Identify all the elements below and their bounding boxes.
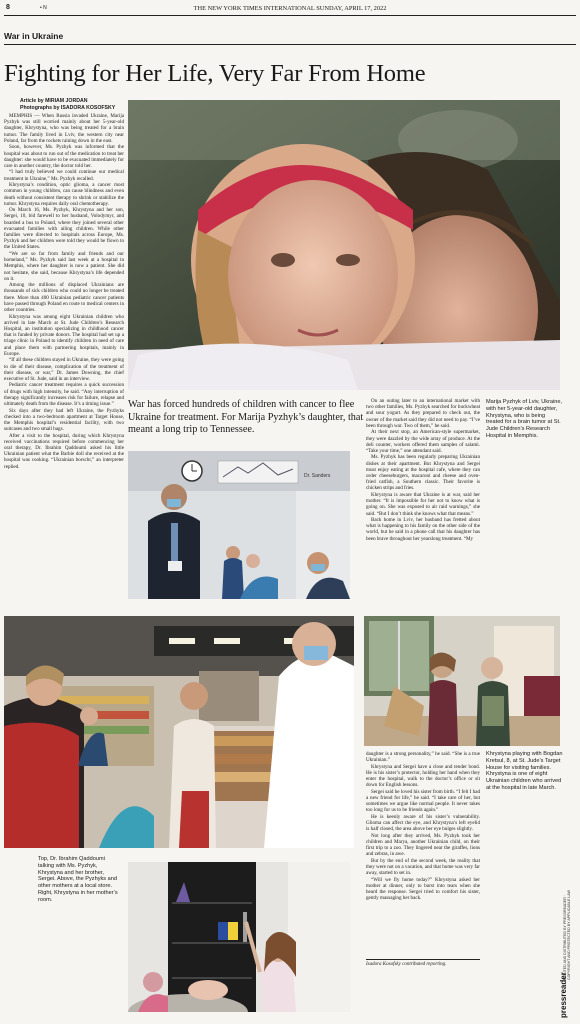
- caption-children-playing: Khrystyna playing with Bogdan Kretsul, 8, at St. Jude’s Target House for visiting families. Khrystyna is one of eight Ukrainian children who arrived at the hospital in late March.: [486, 751, 563, 791]
- paragraph: Khrystyna was among eight Ukrainian children who arrived in late March at St. Jude Children’s Research Hospital, an institution specializing in childhood cancer that is funded by private donors. The hospital had set up a triage clinic in Poland to identify children in need of care and place them with partnering hospitals, mainly in Europe.: [4, 313, 124, 357]
- page-number: 8: [6, 4, 10, 11]
- masthead-rule: [4, 15, 576, 16]
- paragraph: Sergei said he loved his sister from birth. “I felt I had a new friend for life,” he said. “I take care of her, but sometimes we argue like normal people. It never takes too long for us to be friends again.”: [366, 788, 480, 814]
- article-column-1: [4, 113, 124, 613]
- byline-photos: Photographs by ISADORA KOSOFSKY: [20, 105, 116, 111]
- reporting-credit: Isadora Kosofsky contributed reporting.: [366, 962, 447, 967]
- paragraph: Pediatric cancer treatment requires a quick succession of drugs with high intensity, he said. “Any interruption of therapy significantly increases risk for failure, relapse and ultimately death from the disease. It’s a timing issue.”: [4, 382, 124, 408]
- paragraph: “I had truly believed we could continue our medical treatment in Ukraine,” Ms. Pyzhyk recalled.: [4, 169, 124, 182]
- section-label: War in Ukraine: [4, 31, 64, 41]
- room-photo: [128, 862, 350, 1012]
- paragraph: “Will we fly home today?” Khrystyna asked her mother at dinner, only to burst into tears when she heard the response. Sergei tried to comfort his sister, gently massaging her back.: [366, 876, 480, 902]
- lead-caption: War has forced hundreds of children with cancer to flee Ukraine for treatment. For Marija Pyzhyk’s daughter, that meant a long trip to Tennessee.: [128, 399, 364, 435]
- store-photo-image: [4, 616, 354, 848]
- clinic-sign: Dr. Sanders: [304, 473, 331, 479]
- paragraph: On an outing later to an international market with two other families, Ms. Pyzhyk searched for buckwheat and sour yogurt. As they prepared to check out, the owner of the market said they did not need to pay. “I’ve been through war. Two of them,” he said.: [366, 398, 480, 429]
- paragraph: At their next stop, an American-style supermarket, they were dazzled by the wide array of produce. At the deli counter, workers offered them samples of salami. “Take your time,” one attendant said.: [366, 429, 480, 454]
- paragraph: Soon, however, Ms. Pyzhyk was informed that the hospital was about to run out of the medication to treat her daughter: she would have to be evacuated immediately for care in another country, the doctor told her.: [4, 144, 124, 169]
- store-photo: [4, 616, 354, 848]
- paragraph: MEMPHIS — When Russia invaded Ukraine, Marija Pyzhyk was still worried mainly about her 5-year-old daughter, Khrystyna, who was being treated for a brain tumor. The family lived in Lviv, the western city near Poland, far from the rockets raining down in the east.: [4, 113, 124, 144]
- caption-photo-group: Top, Dr. Ibrahim Qaddoumi talking with Ms. Pyzhyk, Khrystyna and her brother, Sergei. Above, the Pyzhyks and other mothers at a local store. Right, Khrystyna in her mother’s room.: [38, 856, 118, 903]
- paragraph: Khrystyna is aware that Ukraine is at war, said her mother. “It is impossible for her not to know what is going on. She was exposed to air raid warnings,” she said. “But I don’t think she knows what that means.”: [366, 491, 480, 517]
- byline: [20, 98, 130, 112]
- headline: Fighting for Her Life, Very Far From Home: [4, 60, 426, 87]
- paragraph: Back home in Lviv, her husband has fretted about what is happening to his family on the other side of the world, but he said in a phone call that his daughter has been brave throughout her yearslong treatment. “My: [366, 517, 480, 542]
- children-playing-photo: [364, 616, 560, 746]
- caption-mother-daughter: Marija Pyzhyk of Lviv, Ukraine, with her 5-year-old daughter, Khrystyna, who is being treated for a brain tumor at St. Jude Children’s Research Hospital in Memphis.: [486, 399, 563, 439]
- pressreader-logo: pressreader: [559, 972, 568, 1018]
- paragraph: He is keenly aware of his sister’s vulnerability. Glioma can affect the eye, and Khrystyna’s left eyelid is half closed, the area above her eye bulges slightly.: [366, 813, 480, 833]
- paragraph: After a visit to the hospital, during which Khrystyna received vaccinations required before commencing her oral therapy, Dr. Ibrahim Qaddoumi asked his little Ukrainian patient what the Barbie doll she received at the hospital was cooking. “Ukrainian borscht,” an interpreter replied.: [4, 432, 124, 470]
- paragraph: Ms. Pyzhyk has been regularly preparing Ukrainian dishes at their apartment. But Khrystyna and Sergei must enjoy eating at the hospital cafe, where they can order cheeseburgers, macaroni and cheese and oven-fried catfish, a Southern classic. Their favorite is chicken strips and fries.: [366, 454, 480, 492]
- paragraph: “We are so far from family and friends and our homeland,” Ms. Pyzhyk said last week at a hospital in Memphis, where her daughter is now a patient. She did not hesitate, she said, because Khrystyna’s life depended on it.: [4, 250, 124, 282]
- paragraph: Not long after they arrived, Ms. Pyzhyk took her children and Marya, another Ukrainian child, on their first trip to a zoo. They lingered near the giraffes, lions and zebras, in awe.: [366, 832, 480, 858]
- byline-article: Article by MIRIAM JORDAN: [20, 98, 88, 104]
- children-playing-photo-image: [364, 616, 560, 746]
- paragraph: Khrystyna and Sergei have a close and tender bond. He is his sister’s protector, holding her hand when they enter the hospital, walk to the doctor’s office or sit down for English lessons.: [366, 763, 480, 789]
- section-rule: [4, 44, 576, 45]
- paragraph: Among the millions of displaced Ukrainians are thousands of sick children who could no longer be treated there. More than 400 Ukrainian pediatric cancer patients have passed through Poland en route to medical centers in other countries.: [4, 282, 124, 314]
- paragraph: But by the end of the second week, the reality that they were not on a vacation, and that home was very far away, started to set in.: [366, 857, 480, 877]
- paragraph: Khrystyna’s condition, optic glioma, a cancer most common in young children, can cause blindness and even death without consistent therapy to shrink or stabilize the tumor. Khrystyna requires daily oral chemotherapy.: [4, 182, 124, 207]
- masthead-line: THE NEW YORK TIMES INTERNATIONAL SUNDAY, APRIL 17, 2022: [193, 5, 387, 12]
- paragraph: Six days after they had left Ukraine, the Pyzhyks checked into a two-bedroom apartment at Target House, the Memphis hospital’s residential facility, with two suitcases and two small bags.: [4, 407, 124, 433]
- lead-photo: [128, 100, 560, 390]
- paragraph: “If all these children stayed in Ukraine, they were going to die of their disease, complication of the treatment of their disease, or war,” Dr. James Downing, the chief executive of St. Jude, said in an interview.: [4, 357, 124, 382]
- paragraph: daughter is a strong personality,” he said. “She is a true Ukrainian.”: [366, 751, 480, 764]
- page-marker: • N: [40, 5, 47, 11]
- doctor-photo: [128, 451, 350, 599]
- doctor-photo-image: [128, 451, 350, 599]
- credit-rule: [366, 959, 480, 960]
- paragraph: On March 16, Ms. Pyzhyk, Khrystyna and her son, Sergei, 10, bid farewell to her husband, Volodymyr, and boarded a bus to Poland, where they joined several other evacuated families with ailing children. While other families were directed to hospitals across Europe, Ms. Pyzhyk and her children were told they would be flown to the United States.: [4, 207, 124, 251]
- room-photo-image: [128, 862, 350, 1012]
- article-column-3: [366, 398, 480, 610]
- lead-photo-image: [128, 100, 560, 390]
- article-column-3b: [366, 751, 480, 961]
- copyright-strip: PRINTED AND DISTRIBUTED BY PRESSREADER · COPYRIGHT AND PROTECTED BY APPLICABLE LAW: [563, 889, 572, 980]
